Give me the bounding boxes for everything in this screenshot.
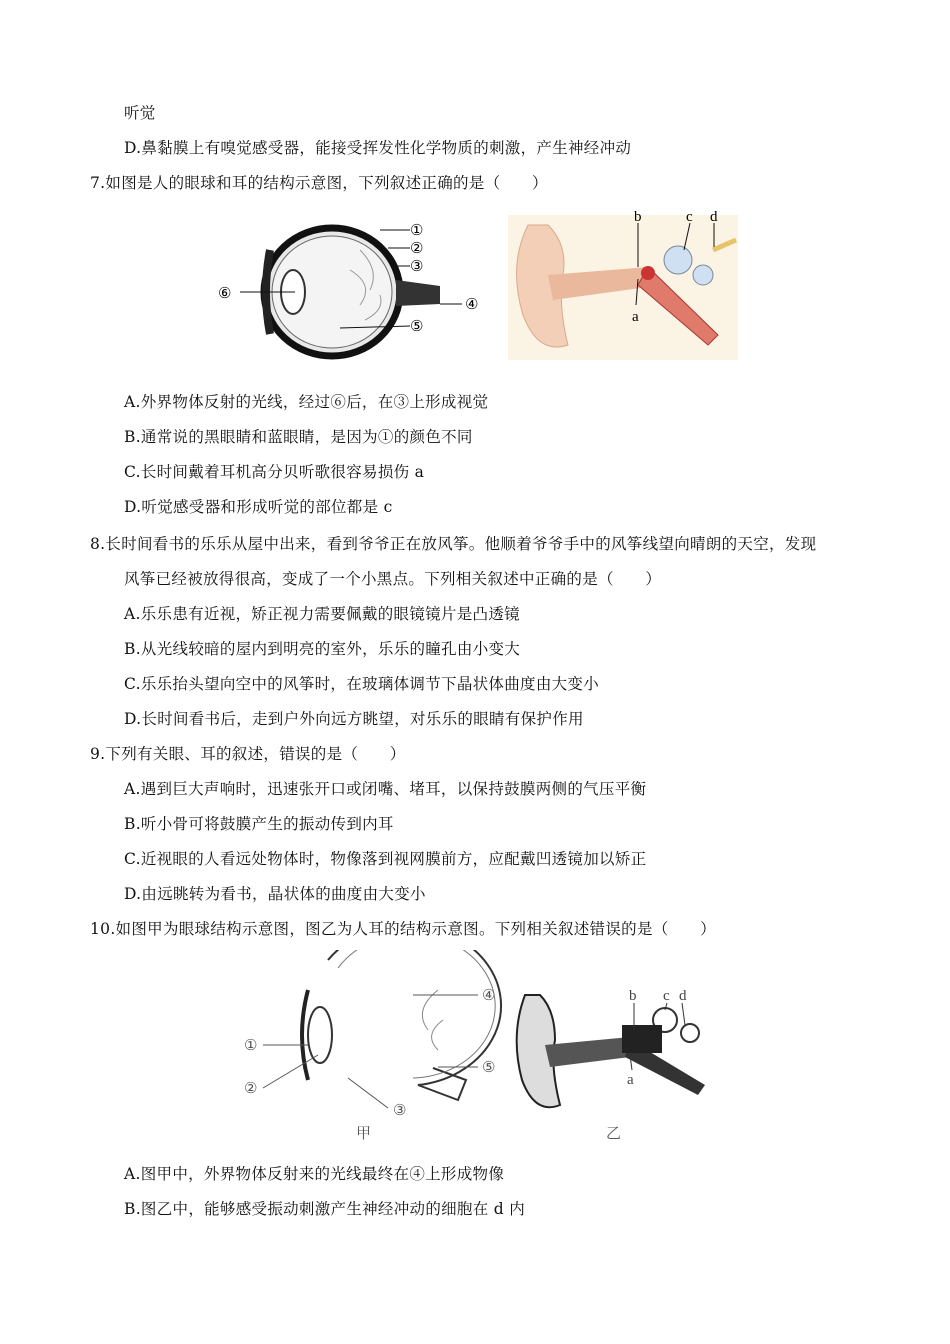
ear-label-d: d [679, 988, 687, 1004]
label-4: ④ [482, 988, 496, 1004]
figure-10-eye [238, 950, 508, 1145]
option-d: D.长时间看书后，走到户外向远方眺望，对乐乐的眼睛有保护作用 [124, 710, 584, 728]
question-10: 10.如图甲为眼球结构示意图，图乙为人耳的结构示意图。下列相关叙述错误的是（ ） [90, 920, 716, 938]
option-c: C.长时间戴着耳机高分贝听歌很容易损伤 a [124, 463, 425, 481]
question-8: 8.长时间看书的乐乐从屋中出来，看到爷爷正在放风筝。他顺着爷爷手中的风筝线望向晴朗的天空，发现 [90, 535, 817, 553]
text-line: 听觉 [124, 104, 156, 122]
ear-label-c: c [686, 209, 693, 225]
label-3: ③ [393, 1103, 407, 1119]
caption-yi: 乙 [606, 1126, 622, 1142]
ear-label-b: b [629, 988, 637, 1004]
question-7: 7.如图是人的眼球和耳的结构示意图，下列叙述正确的是（ ） [90, 174, 548, 192]
ear-label-b: b [634, 209, 642, 225]
ear-label-a: a [627, 1072, 634, 1088]
ear-label-a: a [632, 309, 639, 325]
option-a: A.图甲中，外界物体反射来的光线最终在④上形成物像 [124, 1165, 505, 1183]
label-2: ② [244, 1081, 258, 1097]
option-d: D.鼻黏膜上有嗅觉感受器，能接受挥发性化学物质的刺激，产生神经冲动 [124, 139, 632, 157]
question-8-cont: 风筝已经被放得很高，变成了一个小黑点。下列相关叙述中正确的是（ ） [124, 570, 662, 588]
label-2: ② [410, 241, 424, 257]
option-b: B.从光线较暗的屋内到明亮的室外，乐乐的瞳孔由小变大 [124, 640, 521, 658]
option-c: C.乐乐抬头望向空中的风筝时，在玻璃体调节下晶状体曲度由大变小 [124, 675, 600, 693]
label-1: ① [410, 223, 424, 239]
option-c: C.近视眼的人看远处物体时，物像落到视网膜前方，应配戴凹透镜加以矫正 [124, 850, 647, 868]
option-a: A.外界物体反射的光线，经过⑥后，在③上形成视觉 [124, 393, 489, 411]
label-5: ⑤ [410, 319, 424, 335]
ear-label-d: d [710, 209, 718, 225]
label-4: ④ [465, 297, 479, 313]
option-b: B.通常说的黑眼睛和蓝眼睛，是因为①的颜色不同 [124, 428, 473, 446]
option-b: B.听小骨可将鼓膜产生的振动传到内耳 [124, 815, 394, 833]
option-a: A.乐乐患有近视，矫正视力需要佩戴的眼镜镜片是凸透镜 [124, 605, 520, 623]
ear-label-c: c [663, 988, 670, 1004]
option-d: D.由远眺转为看书，晶状体的曲度由大变小 [124, 885, 426, 903]
figure-10-ear [510, 985, 710, 1145]
label-3: ③ [410, 259, 424, 275]
caption-jia: 甲 [356, 1126, 372, 1142]
label-5: ⑤ [482, 1060, 496, 1076]
label-1: ① [244, 1038, 258, 1054]
option-b: B.图乙中，能够感受振动刺激产生神经冲动的细胞在 d 内 [124, 1200, 525, 1218]
figure-7-eye [210, 210, 500, 360]
question-9: 9.下列有关眼、耳的叙述，错误的是（ ） [90, 745, 406, 763]
option-d: D.听觉感受器和形成听觉的部位都是 c [124, 498, 393, 516]
figure-7-ear [508, 205, 738, 365]
label-6: ⑥ [218, 286, 232, 302]
option-a: A.遇到巨大声响时，迅速张开口或闭嘴、堵耳，以保持鼓膜两侧的气压平衡 [124, 780, 647, 798]
